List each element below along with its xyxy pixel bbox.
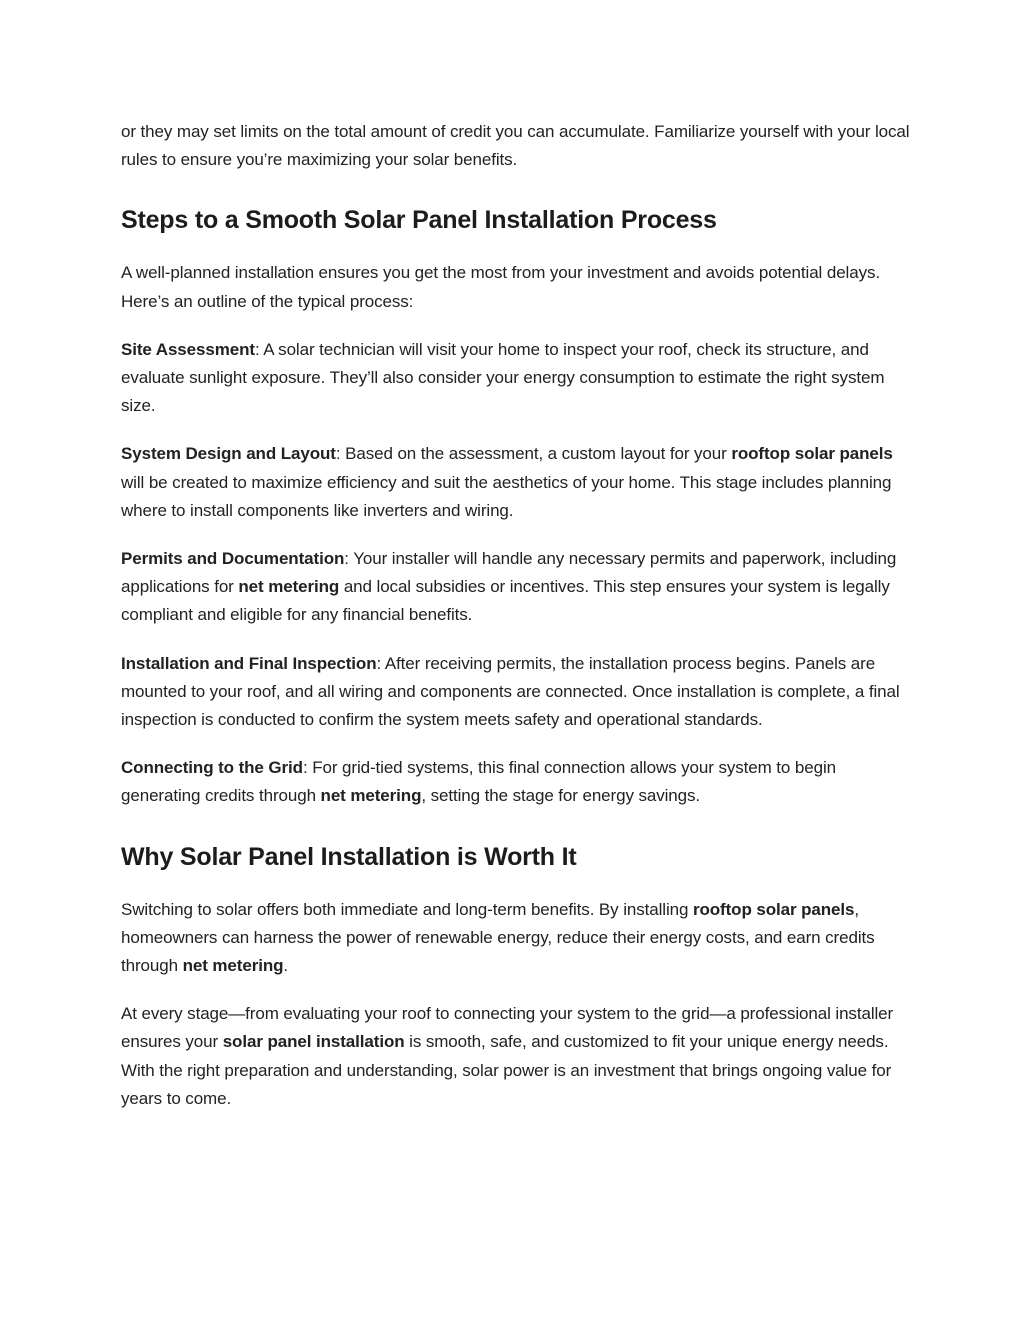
keyword-net-metering: net metering <box>182 956 284 976</box>
step-term: Site Assessment <box>121 339 255 359</box>
step-term: Permits and Documentation <box>121 549 345 569</box>
step-text: : After receiving permits, the installation process begins. Panels are mounted to your roof, and all wiring and components are connected. Once installation is complete, a final inspection is conducted to confirm the system meets safety and operational standards. <box>121 653 900 730</box>
step-text: : Based on the assessment, a custom layout for your <box>335 444 732 464</box>
paragraph-text: . <box>283 956 289 976</box>
step-text: and local subsidies or incentives. This step ensures your system is legally compliant and eligible for any financial benefits. <box>121 577 890 625</box>
paragraph-text: , homeowners can harness the power of renewable energy, reduce their energy costs, and earn credits through <box>121 899 875 976</box>
step-system-design <box>121 440 911 525</box>
keyword-rooftop-solar-panels: rooftop solar panels <box>731 444 893 464</box>
step-permits <box>121 545 911 630</box>
step-site-assessment <box>121 336 911 421</box>
section-lead-paragraph: A well-planned installation ensures you get the most from your investment and avoids potential delays. Here’s an outline of the typical process: <box>121 263 881 311</box>
document-page <box>121 118 911 1113</box>
keyword-net-metering: net metering <box>238 577 340 597</box>
step-term: Installation and Final Inspection <box>121 653 377 673</box>
intro-paragraph: or they may set limits on the total amount of credit you can accumulate. Familiarize yourself with your local rules to ensure you’re maximizing your solar benefits. <box>121 122 910 170</box>
keyword-net-metering: net metering <box>320 786 422 806</box>
closing-paragraph <box>121 1000 911 1113</box>
paragraph-text: is smooth, safe, and customized to fit your unique energy needs. With the right preparation and understanding, solar power is an investment that brings ongoing value for years to come. <box>121 1032 892 1108</box>
step-text: : For grid-tied systems, this final connection allows your system to begin generating credits through <box>121 758 837 806</box>
step-term: System Design and Layout <box>121 444 336 464</box>
keyword-rooftop-solar-panels: rooftop solar panels <box>692 899 855 919</box>
paragraph-text: At every stage—from evaluating your roof to connecting your system to the grid—a professional installer ensures your <box>121 1004 894 1052</box>
step-text: : A solar technician will visit your home to inspect your roof, check its structure, and evaluate sunlight exposure. They’ll also consider your energy consumption to estimate the right system size. <box>121 339 885 416</box>
step-installation-inspection <box>121 650 911 735</box>
section-heading-worth-it: Why Solar Panel Installation is Worth It <box>121 842 577 871</box>
paragraph-text: Switching to solar offers both immediate and long-term benefits. By installing <box>121 899 693 919</box>
benefits-paragraph <box>121 896 911 981</box>
section-heading-installation-steps: Steps to a Smooth Solar Panel Installation Process <box>121 206 717 235</box>
keyword-solar-panel-installation: solar panel installation <box>222 1032 405 1052</box>
step-term: Connecting to the Grid <box>121 758 303 778</box>
step-connecting-grid <box>121 754 911 810</box>
step-text: will be created to maximize efficiency and suit the aesthetics of your home. This stage includes planning where to install components like inverters and wiring. <box>121 472 892 520</box>
step-text: , setting the stage for energy savings. <box>421 786 701 806</box>
step-text: : Your installer will handle any necessary permits and paperwork, including applications for <box>121 549 897 597</box>
